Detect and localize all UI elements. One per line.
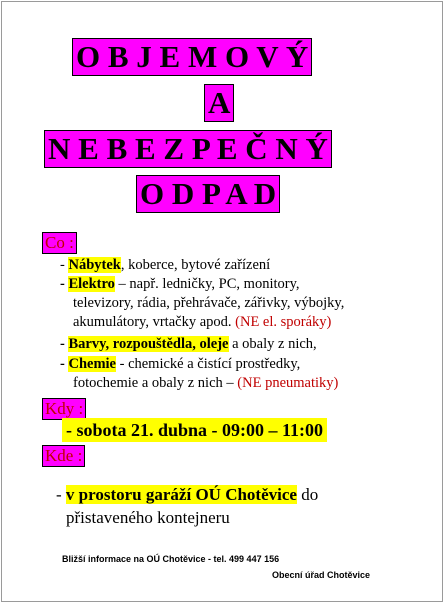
list-bullet: - [60, 257, 65, 273]
location-line-1 [56, 484, 318, 506]
collection-date: - sobota 21. dubna - 09:00 – 11:00 [62, 418, 327, 442]
title-line-3: N E B E Z P E Č N Ý [44, 130, 332, 168]
item-text: , koberce, bytové zařízení [120, 257, 271, 273]
list-bullet: - [60, 336, 65, 352]
title-line-4: O D P A D [136, 175, 280, 213]
list-item [60, 355, 300, 374]
item-text: fotochemie a obaly z nich – [73, 375, 234, 391]
kde-heading: Kde : [42, 445, 85, 467]
list-bullet: - [60, 276, 65, 292]
list-item-continuation [73, 294, 344, 313]
kdy-heading: Kdy : [42, 398, 86, 420]
title-line-2: A [204, 84, 234, 122]
item-text: - chemické a čistící prostředky, [115, 356, 301, 372]
title-line-1: O B J E M O V Ý [72, 38, 312, 76]
item-highlight: Nábytek [68, 257, 121, 273]
list-item-continuation [73, 313, 331, 332]
co-heading: Co : [42, 232, 77, 254]
list-bullet: - [60, 356, 65, 372]
item-text: a obaly z nich, [228, 336, 317, 352]
item-highlight: Barvy, rozpouštědla, oleje [68, 336, 229, 352]
item-text: televizory, rádia, přehrávače, zářivky, výbojky, [73, 295, 345, 311]
location-line-2: přistaveného kontejneru [66, 508, 230, 527]
location-highlight: v prostoru garáží OÚ Chotěvice [65, 485, 297, 504]
list-item [60, 335, 317, 354]
item-exception-note: (NE el. sporáky) [235, 314, 332, 330]
list-item [60, 256, 270, 275]
item-highlight: Elektro [68, 276, 115, 292]
item-exception-note: (NE pneumatiky) [237, 375, 339, 391]
item-text: akumulátory, vrtačky apod. [73, 314, 232, 330]
office-name: Obecní úřad Chotěvice [272, 570, 371, 580]
contact-info: Bližší informace na OÚ Chotěvice - tel. 499 447 156 [62, 554, 280, 564]
item-text: – např. ledničky, PC, monitory, [114, 276, 300, 292]
list-item [60, 275, 300, 294]
list-item-continuation [73, 374, 338, 393]
location-bullet: - [56, 485, 62, 504]
item-highlight: Chemie [68, 356, 116, 372]
location-text: do [296, 485, 319, 504]
